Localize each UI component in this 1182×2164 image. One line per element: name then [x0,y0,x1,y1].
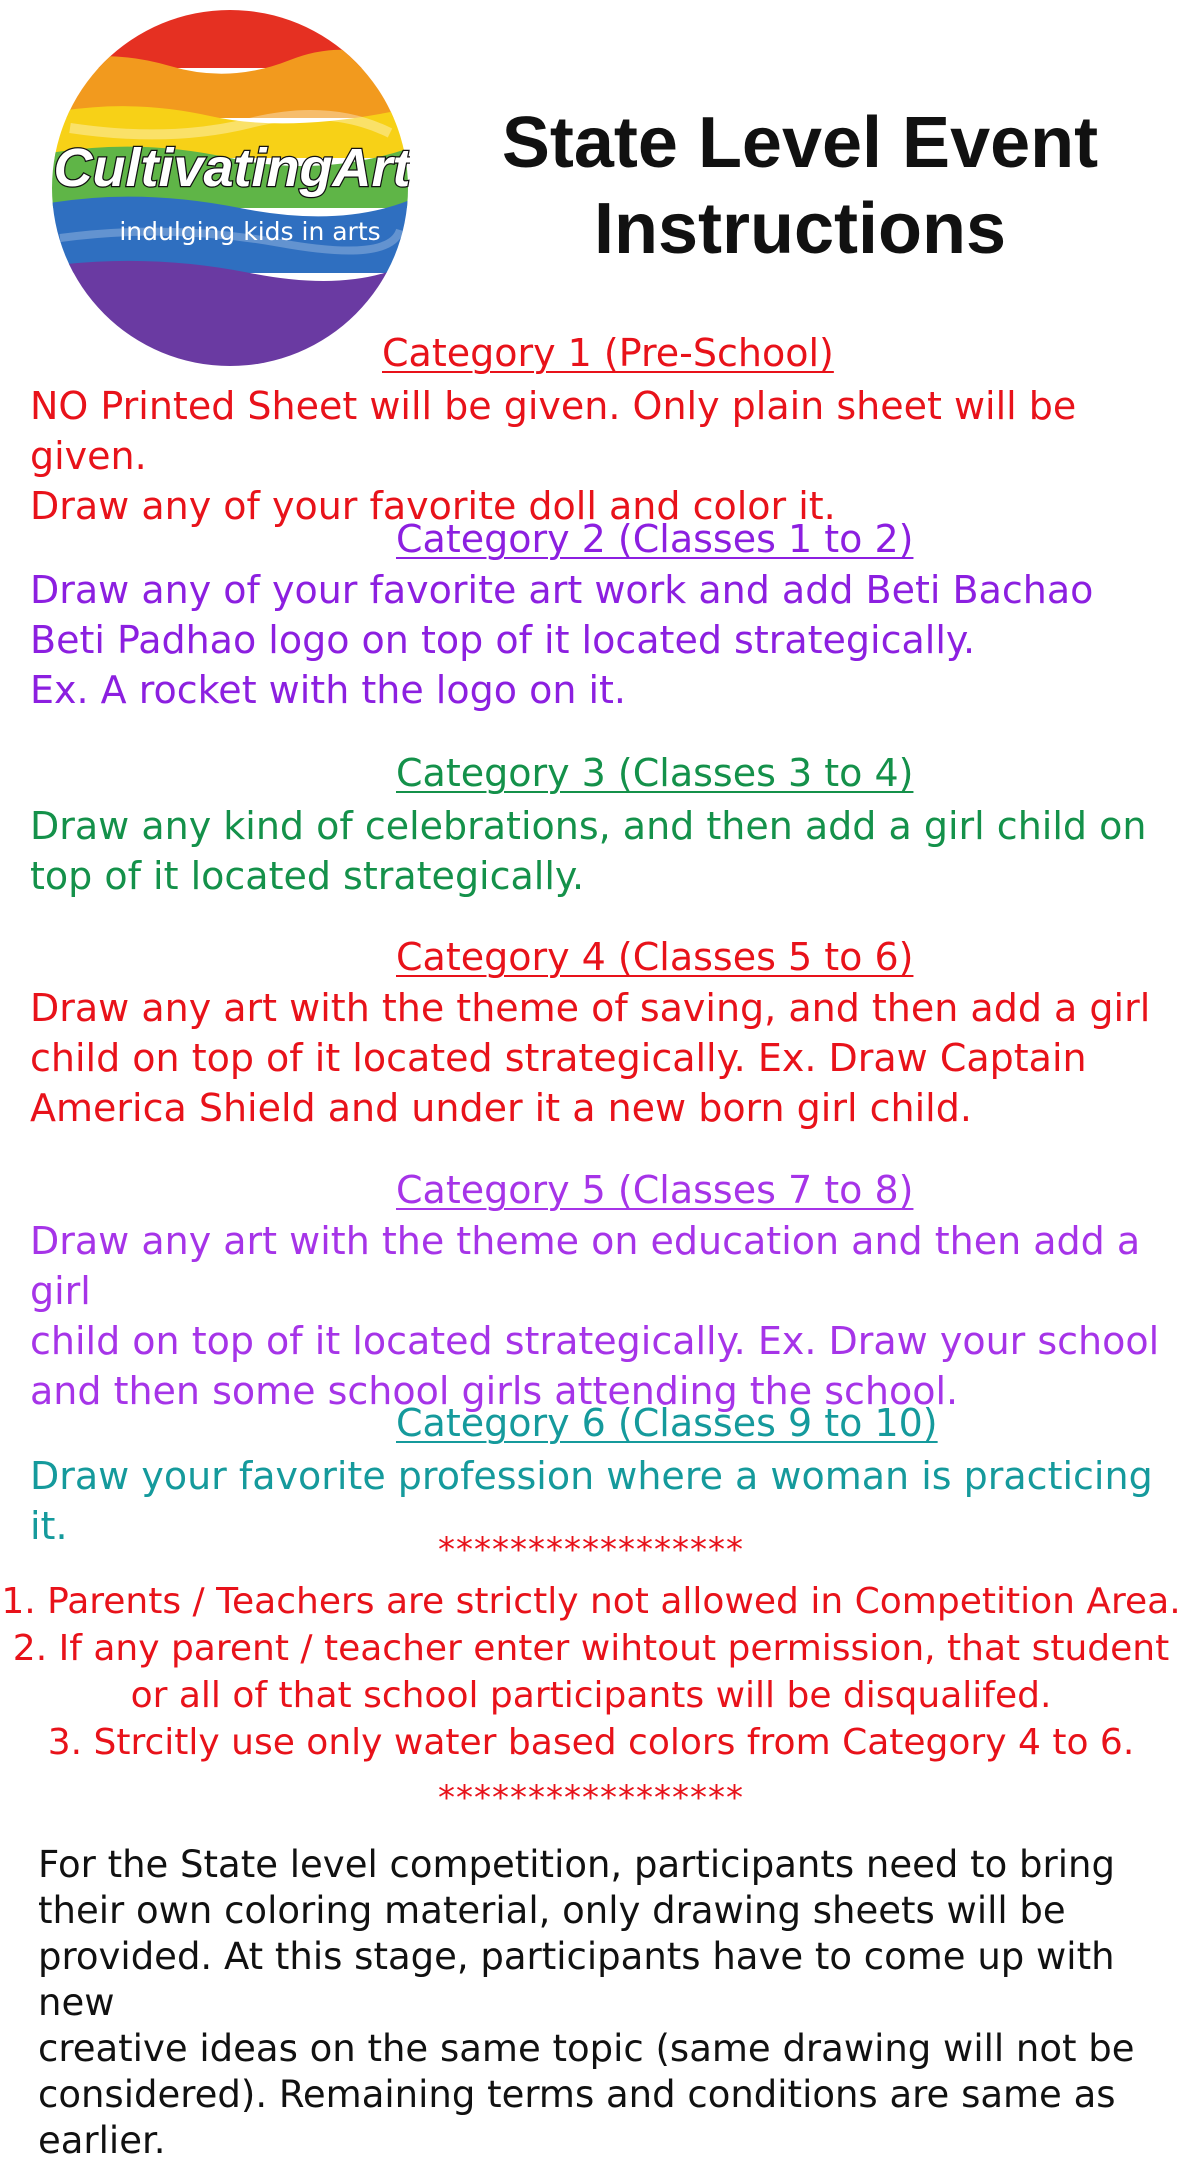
category-6-heading: Category 6 (Classes 9 to 10) [396,1401,938,1445]
rules-list [0,1578,1182,1766]
category-1-body: NO Printed Sheet will be given. Only plain sheet will be given. Draw any of your favorite doll and color it. [30,384,1077,528]
logo-tagline-text: indulging kids in arts [119,217,381,246]
category-3-heading: Category 3 (Classes 3 to 4) [396,751,914,795]
category-2-heading: Category 2 (Classes 1 to 2) [396,517,914,561]
cultivating-art-logo [50,8,410,368]
page-title [440,100,1160,272]
separator-top: ***************** [438,1530,744,1570]
separator-bottom: ***************** [438,1778,744,1818]
rule-2: 2. If any parent / teacher enter wihtout permission, that student [12,1628,1170,1669]
category-1-heading: Category 1 (Pre-School) [382,331,834,375]
category-4-heading: Category 4 (Classes 5 to 6) [396,935,914,979]
category-2-body: Draw any of your favorite art work and add Beti Bachao Beti Padhao logo on top of it located strategically. Ex. A rocket with the logo on it. [30,568,1094,712]
category-6-body: Draw your favorite profession where a woman is practicing it. [30,1454,1153,1548]
rule-2-continued: or all of that school participants will be disqualifed. [130,1675,1052,1716]
category-4-body: Draw any art with the theme of saving, and then add a girl child on top of it located strategically. Ex. Draw Captain America Shield and under it a new born girl child. [30,986,1151,1130]
title-line-2: Instructions [593,189,1007,269]
category-5-heading: Category 5 (Classes 7 to 8) [396,1168,914,1212]
category-3-body: Draw any kind of celebrations, and then add a girl child on top of it located strategically. [30,804,1147,898]
category-5-body: Draw any art with the theme on education and then add a girl child on top of it located strategically. Ex. Draw your school and then some school girls attending the school. [30,1219,1160,1413]
rule-1: 1. Parents / Teachers are strictly not allowed in Competition Area. [1,1581,1181,1622]
rule-3: 3. Strcitly use only water based colors from Category 4 to 6. [47,1722,1135,1763]
footer-paragraph: For the State level competition, participants need to bring their own coloring material, only drawing sheets will be provided. At this stage, participants have to come up with new creative ideas on the same topic (same drawing will not be considered). Remaining terms and conditions are same as earlier. [38,1843,1135,2162]
title-line-1: State Level Event [501,103,1099,183]
logo-brand-text: CultivatingArt [53,138,410,198]
